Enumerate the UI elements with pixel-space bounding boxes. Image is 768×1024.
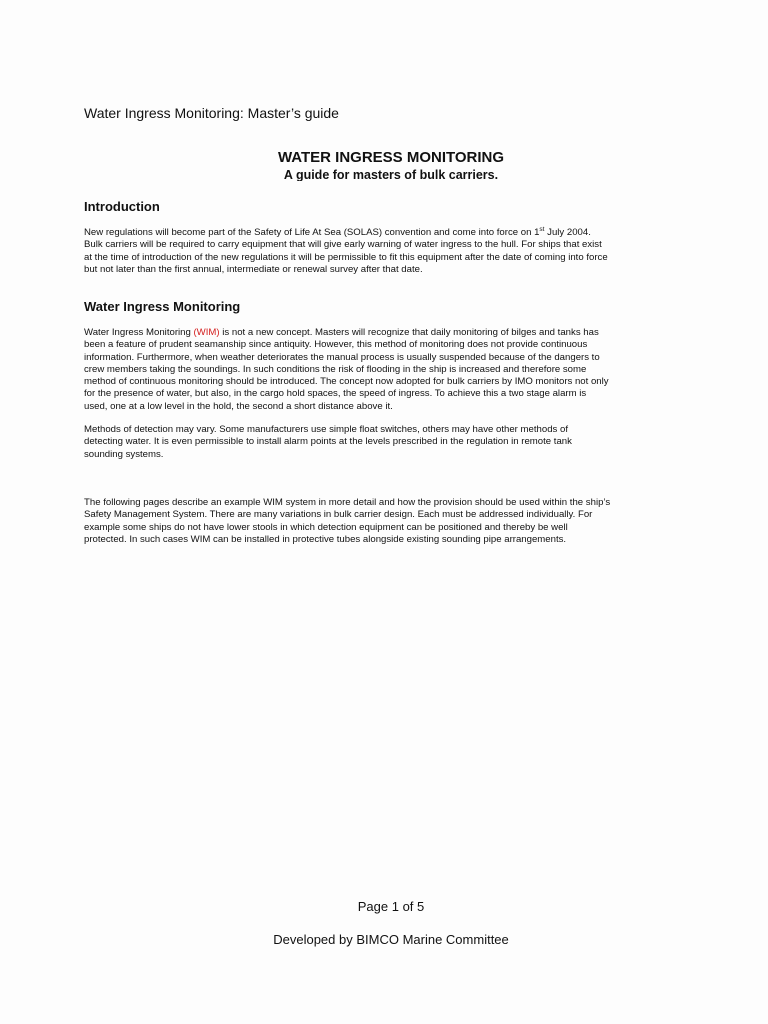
wim-paragraph-1 <box>84 327 724 413</box>
running-header: Water Ingress Monitoring: Master’s guide <box>84 105 339 121</box>
paragraph-line: The following pages describe an example WIM system in more detail and how the provision should be used within the ship’s <box>84 497 611 508</box>
paragraph-line: used, one at a low level in the hold, the second a short distance above it. <box>84 400 393 412</box>
text-segment: Water Ingress Monitoring <box>84 327 194 338</box>
paragraph-line: detecting water. It is even permissible to install alarm points at the levels prescribed in the regulation in remote tank <box>84 436 572 448</box>
text-segment: July 2004. <box>544 227 591 238</box>
introduction-heading: Introduction <box>84 199 160 214</box>
text-segment: New regulations will become part of the Safety of Life At Sea (SOLAS) convention and come into force on 1 <box>84 227 540 238</box>
paragraph-line: Bulk carriers will be required to carry equipment that will give early warning of water ingress to the hull. For ships that exist <box>84 239 602 251</box>
paragraph-line: example some ships do not have lower stools in which detection equipment can be positioned and thereby be well <box>84 521 568 533</box>
paragraph-line: crew members taking the soundings. In such conditions the risk of flooding in the ship is increased and therefore some <box>84 363 587 375</box>
paragraph-line: sounding systems. <box>84 448 164 460</box>
paragraph-line <box>84 227 724 239</box>
paragraph-line: for the presence of water, but also, in the cargo hold spaces, the speed of ingress. To achieve this a two stage alarm is <box>84 388 587 400</box>
wim-paragraph-2 <box>84 424 724 461</box>
paragraph-line <box>84 327 724 339</box>
paragraph-line: information. Furthermore, when weather deteriorates the manual process is usually suspended because of the dangers to <box>84 351 600 363</box>
footer-credit: Developed by BIMCO Marine Committee <box>273 932 509 947</box>
paragraph-line: protected. In such cases WIM can be installed in protective tubes alongside existing sounding pipe arrangements. <box>84 533 567 545</box>
text-segment: is not a new concept. Masters will recognize that daily monitoring of bilges and tanks has <box>219 327 599 338</box>
wim-acronym: (WIM) <box>193 327 220 338</box>
page-number: Page 1 of 5 <box>357 899 425 914</box>
paragraph-line: Methods of detection may vary. Some manufacturers use simple float switches, others may have other methods of <box>84 424 568 435</box>
introduction-paragraph <box>84 227 724 276</box>
paragraph-line: but not later than the first annual, intermediate or renewal survey after that date. <box>84 263 423 275</box>
document-title: WATER INGRESS MONITORING <box>277 149 505 166</box>
paragraph-line: been a feature of prudent seamanship since antiquity. However, this method of monitoring does not provide continuous <box>84 339 588 351</box>
ordinal-superscript: st <box>539 226 545 233</box>
wim-paragraph-3 <box>84 497 724 546</box>
paragraph-line: at the time of introduction of the new regulations it will be permissible to fit this equipment after the date of coming into force <box>84 251 608 263</box>
document-subtitle: A guide for masters of bulk carriers. <box>283 168 499 181</box>
wim-heading: Water Ingress Monitoring <box>84 299 241 314</box>
paragraph-line: method of continuous monitoring should be introduced. The concept now adopted for bulk carriers by IMO monitors not only <box>84 376 609 388</box>
paragraph-line: Safety Management System. There are many variations in bulk carrier design. Each must be addressed individually. For <box>84 509 593 521</box>
